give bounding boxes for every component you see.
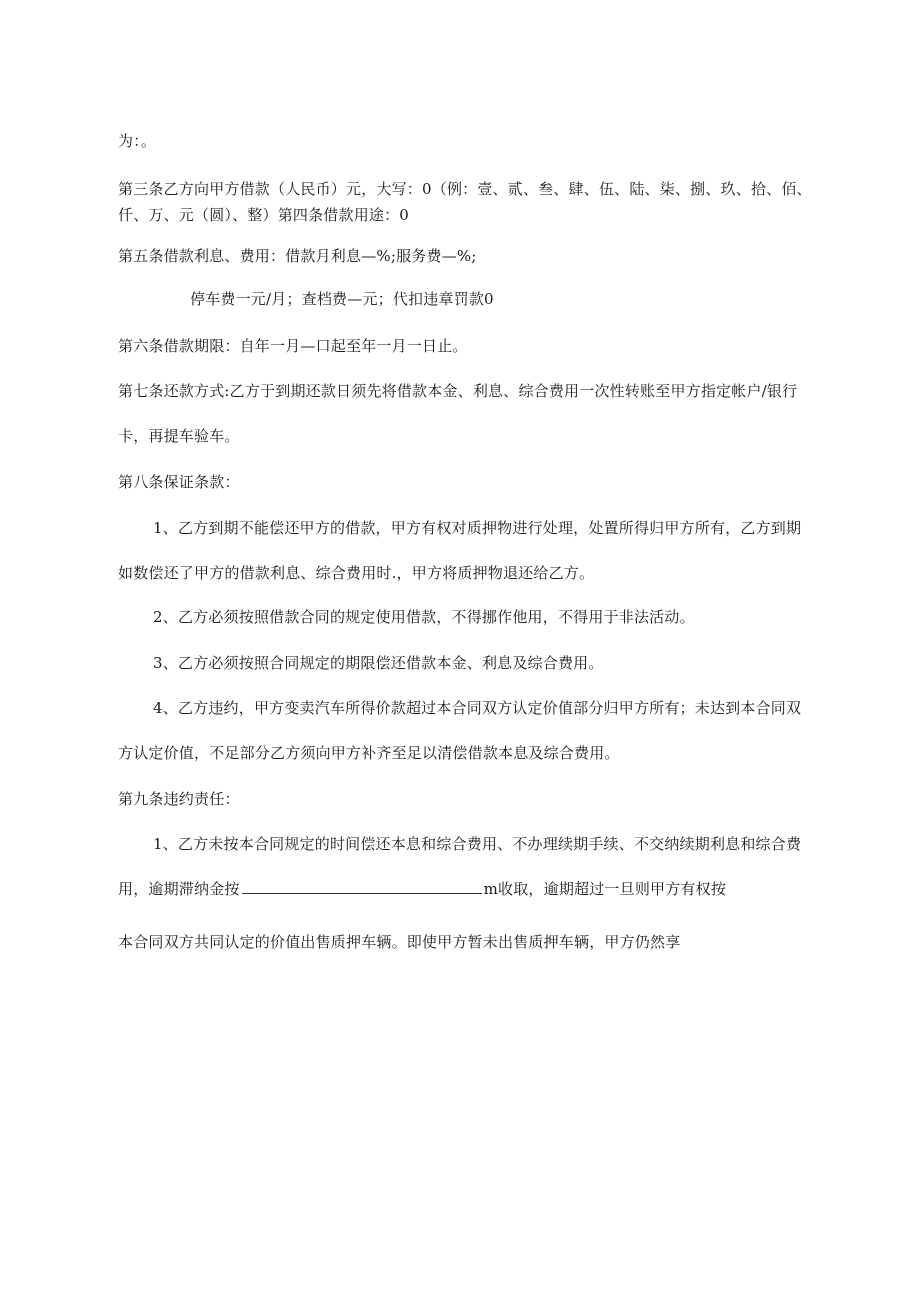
clause-9-1-line-3: 本合同双方共同认定的价值出售质押车辆。即使甲方暂未出售质押车辆，甲方仍然享 <box>118 933 681 951</box>
clause-9-1-line-1: 1、乙方未按本合同规定的时间偿还本息和综合费用、不办理续期手续、不交纳续期利息和综合费 <box>153 835 802 853</box>
clause-8-4-line-1: 4、乙方违约，甲方变卖汽车所得价款超过本合同双方认定价值部分归甲方所有；未达到本合同双 <box>153 699 802 717</box>
article-3-line-1: 第三条乙方向甲方借款（人民币）元，大写：0（例：壹、贰、叁、肆、伍、陆、柒、捌、玖、拾、佰、 <box>118 180 812 198</box>
article-3-line-2: 仟、万、元（圆）、整）第四条借款用途：0 <box>118 206 410 224</box>
clause-8-1-line-2: 如数偿还了甲方的借款利息、综合费用时.，甲方将质押物退还给乙方。 <box>118 564 595 582</box>
clause-8-2: 2、乙方必须按照借款合同的规定使用借款，不得挪作他用，不得用于非法活动。 <box>153 608 695 626</box>
fill-in-blank <box>242 879 482 894</box>
clause-8-1-line-1: 1、乙方到期不能偿还甲方的借款，甲方有权对质押物进行处理，处置所得归甲方所有，乙方到期 <box>153 519 802 537</box>
clause-9-1-line-2-start: 用，逾期滞纳金按 <box>118 880 240 898</box>
article-8-heading: 第八条保证条款： <box>118 473 240 491</box>
clause-9-1-line-2 <box>118 879 726 899</box>
article-9-heading: 第九条违约责任： <box>118 790 240 808</box>
clause-8-4-line-2: 方认定价值，不足部分乙方须向甲方补齐至足以清偿借款本息及综合费用。 <box>118 744 620 762</box>
article-7-line-1: 第七条还款方式:乙方于到期还款日须先将借款本金、利息、综合费用一次性转账至甲方指定帐户/银行 <box>118 382 798 400</box>
article-5-line-2: 停车费一元/月；查档费—元；代扣违章罚款0 <box>190 290 494 308</box>
text-line-intro: 为：。 <box>118 132 157 150</box>
clause-8-3: 3、乙方必须按照合同规定的期限偿还借款本金、利息及综合费用。 <box>153 654 604 672</box>
article-7-line-2: 卡，再提车验车。 <box>118 427 240 445</box>
article-5-line-1: 第五条借款利息、费用：借款月利息—%;服务费—%; <box>118 247 477 265</box>
article-6: 第六条借款期限：自年一月—口起至年一月一日止。 <box>118 337 468 355</box>
clause-9-1-line-2-end: m收取，逾期超过一旦则甲方有权按 <box>483 880 727 898</box>
